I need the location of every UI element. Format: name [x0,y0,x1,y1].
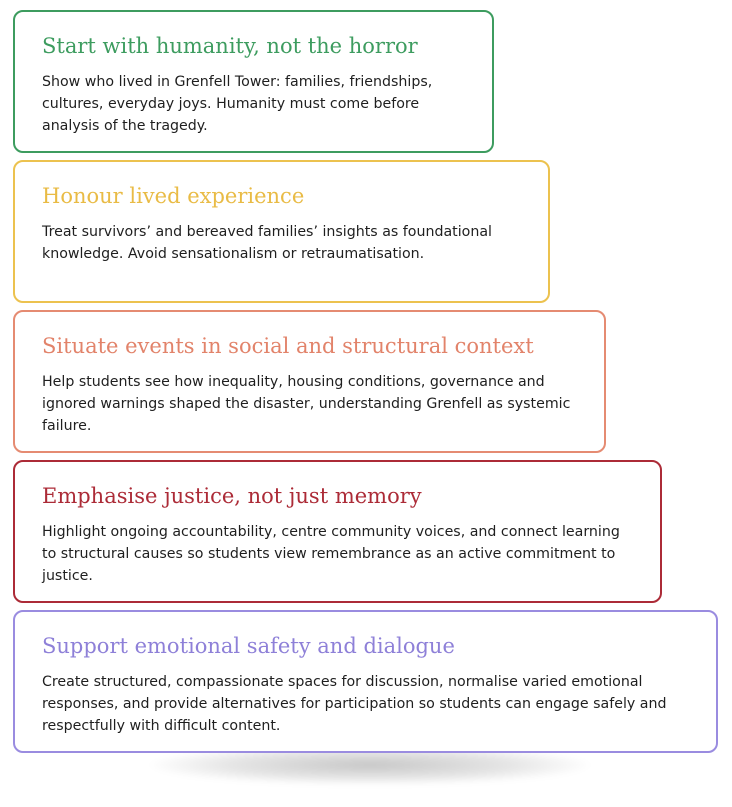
step-card-lived-experience [13,160,550,303]
step-body: Create structured, compassionate spaces for discussion, normalise varied emotional responses, and provide alternatives for participation so students can engage safely and respectfully with difficult content. [42,674,667,734]
step-body: Show who lived in Grenfell Tower: families, friendships, cultures, everyday joys. Humanity must come before analysis of the tragedy. [42,74,433,134]
step-card-humanity [13,10,494,153]
step-title: Emphasise justice, not just memory [42,484,422,508]
step-title: Honour lived experience [42,184,305,208]
step-body: Help students see how inequality, housing conditions, governance and ignored warnings shaped the disaster, understanding Grenfell as systemic failure. [42,374,571,434]
step-body: Highlight ongoing accountability, centre community voices, and connect learning to structural causes so students view remembrance as an active commitment to justice. [42,524,620,584]
step-body: Treat survivors’ and bereaved families’ insights as foundational knowledge. Avoid sensationalism or retraumatisation. [42,224,492,262]
step-title: Support emotional safety and dialogue [42,634,455,658]
step-title: Situate events in social and structural context [42,334,534,358]
step-card-emotional-safety [13,610,718,753]
step-title: Start with humanity, not the horror [42,34,418,58]
step-card-context [13,310,606,453]
step-card-justice [13,460,662,603]
